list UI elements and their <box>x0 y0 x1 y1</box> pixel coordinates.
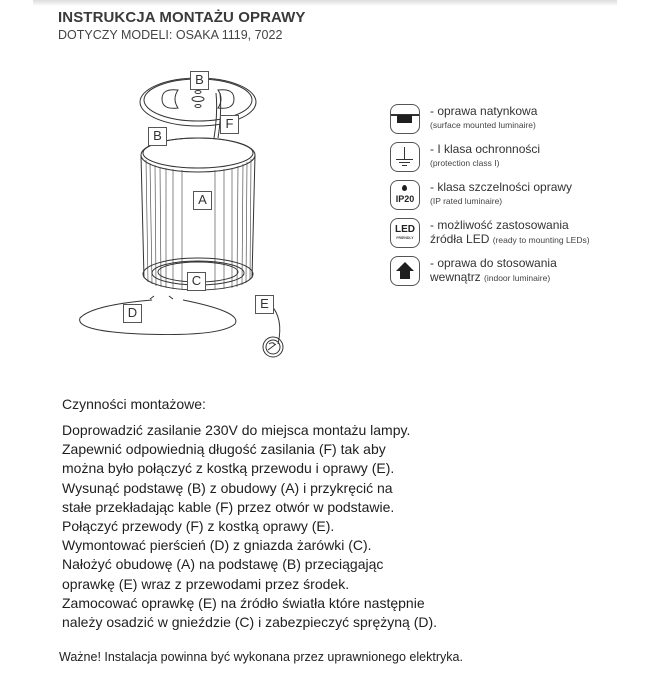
legend-pl-text: - oprawa natynkowa <box>430 104 538 118</box>
ground-icon <box>390 142 420 172</box>
legend-en-text: (protection class I) <box>430 158 500 168</box>
instruction-line: należy osadzić w gnieździe (C) i zabezpieczyć sprężyną (D). <box>62 614 438 631</box>
luminaire-drawing <box>70 60 310 360</box>
ip20-icon-text: IP20 <box>395 194 415 204</box>
assembly-instructions <box>62 396 622 632</box>
instruction-line: Wymontować pierścień (D) z gniazda żarówki (C). <box>62 537 372 554</box>
instruction-line: Połączyć przewody (F) z kostką oprawy (E). <box>62 518 335 535</box>
legend-en-text: (indoor luminaire) <box>484 273 551 283</box>
document-title: INSTRUKCJA MONTAŻU OPRAWY <box>58 9 306 26</box>
legend-pl-text: - możliwość zastosowania <box>430 218 569 232</box>
legend-item-protection-class <box>390 142 630 180</box>
document-subtitle: DOTYCZY MODELI: OSAKA 1119, 7022 <box>58 28 283 42</box>
instruction-line: oprawkę (E) wraz z przewodami przez środek. <box>62 575 350 592</box>
legend-item-indoor <box>390 256 630 294</box>
legend-pl-text: - I klasa ochronności <box>430 142 541 156</box>
led-icon-text: LED <box>395 224 415 235</box>
legend-item-surface-mounted <box>390 104 630 142</box>
legend-pl-text: - klasa szczelności oprawy <box>430 180 573 194</box>
label-housing: A <box>193 191 212 210</box>
label-wire: F <box>220 115 239 134</box>
instruction-line: Nałożyć obudowę (A) na podstawę (B) przeciągając <box>62 556 384 573</box>
indoor-house-icon <box>390 256 420 286</box>
legend-en-text: (IP rated luminaire) <box>430 196 503 206</box>
instructions-heading: Czynności montażowe: <box>62 396 206 412</box>
safety-note: Ważne! Instalacja powinna być wykonana przez uprawnionego elektryka. <box>59 650 463 664</box>
legend-pl-text: - oprawa do stosowania <box>430 256 557 270</box>
legend-en-text: (ready to mounting LEDs) <box>492 235 590 245</box>
surface-mounted-icon <box>390 104 420 134</box>
legend-item-led-friendly <box>390 218 630 256</box>
label-socket: C <box>187 272 206 291</box>
legend-pl-text-2: źródła LED <box>430 232 490 246</box>
instruction-line: stałe przekładając kable (F) przez otwór w podstawie. <box>62 498 395 515</box>
water-drop-icon <box>402 185 407 191</box>
legend-pl-text-2: wewnątrz <box>430 270 481 284</box>
legend-item-ip-rating <box>390 180 630 218</box>
label-base-top: B <box>190 71 209 90</box>
instruction-line: Zapewnić odpowiednią długość zasilania (F) tak aby <box>62 441 386 458</box>
label-lampholder: E <box>255 295 274 314</box>
label-ring: D <box>123 304 142 323</box>
instruction-line: Zamocować oprawkę (E) na źródło światła które następnie <box>62 594 425 611</box>
top-shadow-bar <box>33 0 617 6</box>
led-friendly-icon <box>390 218 420 248</box>
assembly-diagram <box>70 60 310 360</box>
instruction-line: można było połączyć z kostką przewodu i oprawy (E). <box>62 460 395 477</box>
instruction-line: Wysunąć podstawę (B) z obudowy (A) i przykręcić na <box>62 479 393 496</box>
symbols-legend <box>390 104 630 294</box>
legend-en-text: (surface mounted luminaire) <box>430 120 536 130</box>
instruction-line: Doprowadzić zasilanie 230V do miejsca montażu lampy. <box>62 422 411 438</box>
ip20-icon <box>390 180 420 210</box>
led-icon-subtext: FRIENDLY <box>396 236 414 240</box>
label-base-side: B <box>148 127 167 146</box>
